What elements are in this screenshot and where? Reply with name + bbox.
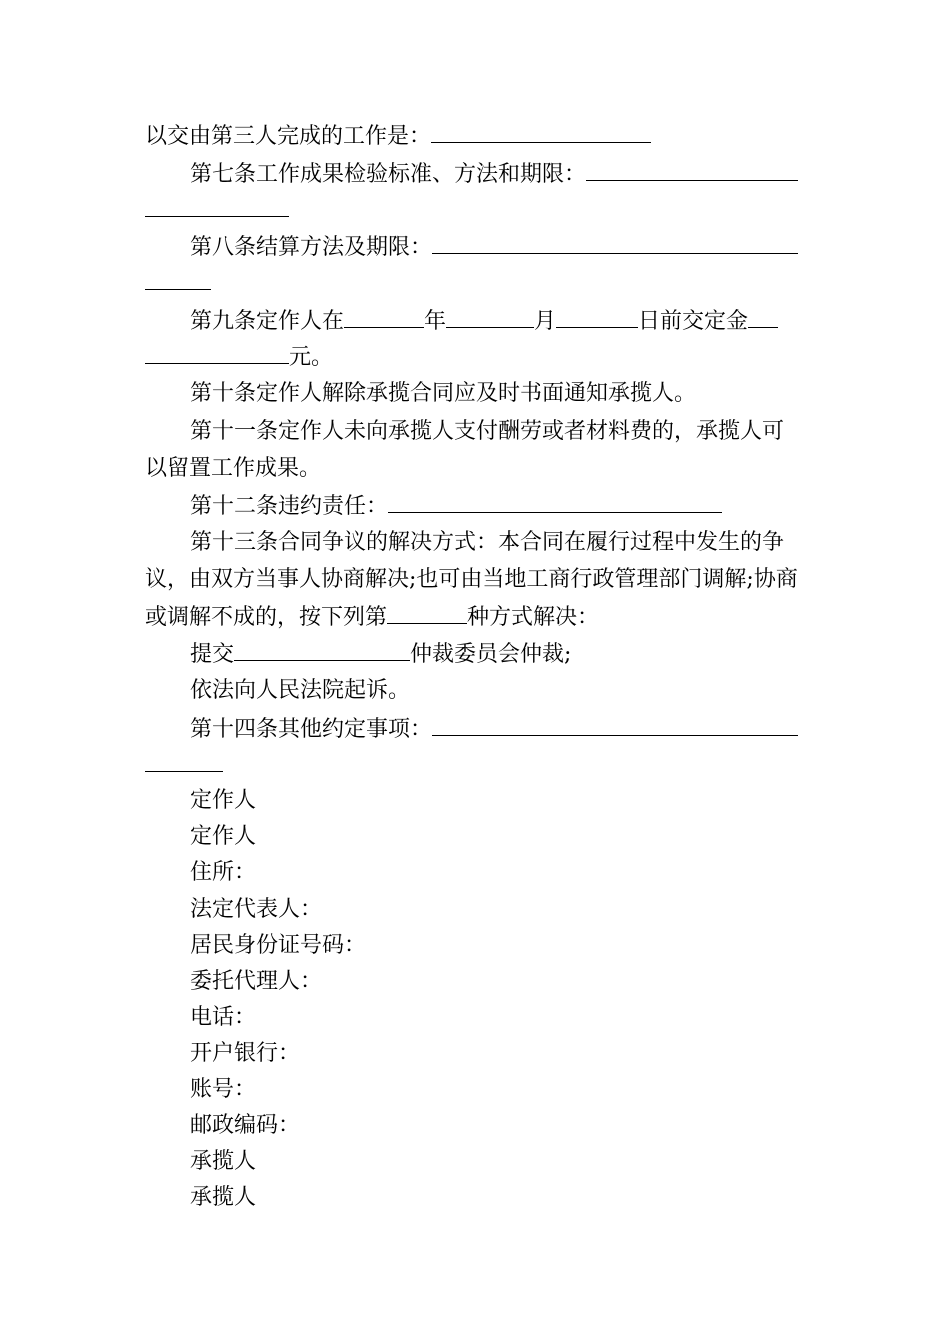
signature-field: 账号： bbox=[190, 1077, 257, 1102]
breach-liability-blank bbox=[388, 492, 722, 513]
clause-10-text: 第十条定作人解除承揽合同应及时书面通知承揽人。 bbox=[190, 381, 697, 406]
clause-11 bbox=[190, 419, 784, 445]
clause-9-text-b: 年 bbox=[424, 309, 447, 334]
clause-13-line-2 bbox=[145, 567, 798, 593]
clause-14 bbox=[190, 715, 798, 743]
clause-13-text: 第十三条合同争议的解决方式：本合同在履行过程中发生的争 bbox=[190, 530, 785, 555]
signature-field: 承揽人 bbox=[190, 1149, 257, 1174]
signature-field: 定作人 bbox=[190, 824, 257, 849]
clause-6-blank bbox=[431, 122, 651, 143]
clause-8-blank bbox=[432, 233, 798, 254]
clause-9-text-e: 元。 bbox=[289, 345, 334, 370]
clause-9-text-d: 日前交定金 bbox=[638, 309, 749, 334]
clause-13 bbox=[190, 530, 784, 556]
clause-14-text: 第十四条其他约定事项： bbox=[190, 717, 433, 742]
signature-field: 承揽人 bbox=[190, 1185, 257, 1210]
clause-12-text: 第十二条违约责任： bbox=[190, 494, 389, 519]
deposit-day-blank bbox=[556, 307, 638, 328]
signature-field: 法定代表人： bbox=[190, 897, 323, 922]
signature-field: 开户银行： bbox=[190, 1041, 301, 1066]
clause-7-blank bbox=[586, 160, 798, 181]
clause-7 bbox=[190, 160, 798, 188]
arbitration-text-a: 提交 bbox=[190, 642, 235, 667]
clause-13-text-3a: 或调解不成的，按下列第 bbox=[145, 605, 388, 630]
clause-7-blank-row bbox=[145, 196, 289, 224]
other-matters-blank bbox=[432, 715, 798, 736]
clause-8-blank-continued bbox=[145, 269, 211, 290]
deposit-year-blank bbox=[344, 307, 424, 328]
signature-field: 定作人 bbox=[190, 788, 257, 813]
signature-field: 居民身份证号码： bbox=[190, 933, 367, 958]
litigation-option bbox=[190, 678, 410, 704]
signature-field: 电话： bbox=[190, 1005, 257, 1030]
clause-12 bbox=[190, 492, 722, 520]
clause-7-text: 第七条工作成果检验标准、方法和期限： bbox=[190, 162, 587, 187]
clause-13-text-2: 议，由双方当事人协商解决;也可由当地工商行政管理部门调解;协商 bbox=[145, 567, 798, 592]
clause-9 bbox=[190, 307, 778, 335]
clause-11-text: 第十一条定作人未向承揽人支付酬劳或者材料费的，承揽人可 bbox=[190, 419, 785, 444]
clause-14-blank-row bbox=[145, 751, 223, 779]
clause-8-blank-row bbox=[145, 269, 211, 297]
clause-10 bbox=[190, 381, 696, 407]
arbitration-committee-blank bbox=[234, 640, 410, 661]
clause-8-text: 第八条结算方法及期限： bbox=[190, 235, 433, 260]
deposit-month-blank bbox=[446, 307, 534, 328]
deposit-amount-blank bbox=[748, 307, 778, 328]
clause-13-text-3b: 种方式解决： bbox=[467, 605, 600, 630]
clause-6-text: 以交由第三人完成的工作是： bbox=[145, 124, 432, 149]
arbitration-text-b: 仲裁委员会仲裁; bbox=[410, 642, 572, 667]
signature-field: 邮政编码： bbox=[190, 1113, 301, 1138]
clause-13-line-3 bbox=[145, 603, 599, 631]
other-matters-blank-continued bbox=[145, 751, 223, 772]
clause-9-text-c: 月 bbox=[534, 309, 557, 334]
clause-7-blank-continued bbox=[145, 196, 289, 217]
arbitration-option bbox=[190, 640, 571, 668]
clause-9-continuation bbox=[145, 343, 333, 371]
signature-field: 委托代理人： bbox=[190, 969, 323, 994]
signature-field: 住所： bbox=[190, 860, 257, 885]
deposit-amount-blank-continued bbox=[145, 343, 289, 364]
clause-9-text-a: 第九条定作人在 bbox=[190, 309, 345, 334]
resolution-method-blank bbox=[387, 603, 467, 624]
clause-6-continuation bbox=[145, 122, 651, 150]
clause-8 bbox=[190, 233, 798, 261]
litigation-text: 依法向人民法院起诉。 bbox=[190, 678, 411, 703]
clause-11-continuation bbox=[145, 456, 321, 482]
clause-11-text-continued: 以留置工作成果。 bbox=[145, 456, 322, 481]
